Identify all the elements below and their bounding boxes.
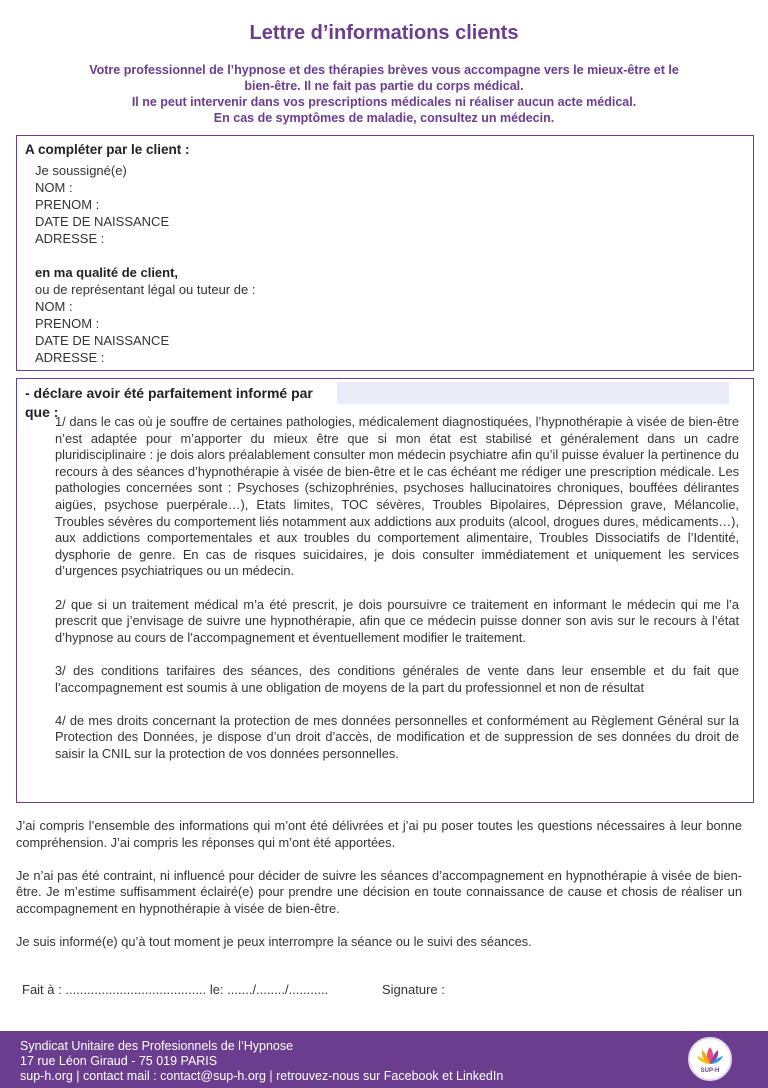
- quality-label: en ma qualité de client,: [35, 265, 179, 280]
- footer-contact[interactable]: sup-h.org | contact mail : contact@sup-h.org | retrouvez-nous sur Facebook et LinkedIn: [20, 1069, 504, 1083]
- closing-paragraph: Je n’ai pas été contraint, ni influencé pour décider de suivre les séances d’accompagnement en hypnothérapie à visée de bien-être. Je m’estime suffisamment éclairé(e) pour prendre une décision en toute connaissance de cause et chosis de réaliser un accompagnement en hypnothérapie à visée de bien-être.: [16, 867, 742, 916]
- closing-paragraph: Je suis informé(e) qu’à tout moment je peux interrompre la séance ou le suivi des séances.: [16, 934, 532, 950]
- undersigned-label: Je soussigné(e): [35, 163, 127, 178]
- client-box-body: [35, 162, 255, 366]
- footer-text: [20, 1039, 503, 1084]
- declaration-heading-line: que :: [25, 404, 59, 420]
- declaration-item: 4/ de mes droits concernant la protection de mes données personnelles et conformément au Règlement Général sur la Protection des Données, je dispose d’un droit d’accès, de modification et de suppression de ses données du droit de saisir la CNIL sur la protection de vos données personnelles.: [55, 712, 739, 761]
- guardian-label: ou de représentant légal ou tuteur de :: [35, 282, 256, 297]
- declaration-body: [55, 414, 739, 779]
- place-date-field[interactable]: Fait à : ....................................... le: ......./......../...........: [22, 982, 329, 997]
- client-box-heading: A compléter par le client :: [25, 142, 190, 157]
- intro-notice: [40, 62, 728, 126]
- declaration-item: 2/ que si un traitement médical m’a été prescrit, je dois poursuivre ce traitement en informant le médecin qui me l’a prescrit que j’envisage de suivre une hypnothérapie, afin que ce médecin puisse donner son avis sur le recours à l’état d’hypnose au cours de l’accompagnement et éventuellement modifier le traitement.: [55, 596, 739, 645]
- declaration-item: 1/ dans le cas où je souffre de certaines pathologies, médicalement diagnostiquées, l’hypnothérapie à visée de bien-être n’est adaptée pour m’apporter du mieux être que si mon état est stabilisé et généralement dans un cadre pluridisciplinaire : je dois alors préalablement consulter mon médecin psychiatre afin qu’il puisse évaluer la pertinence du recours à des séances d’hypnothérapie à visée de bien-être et le cas échéant me rédiger une prescription médicale. Les pathologies concernées sont : Psychoses (schizophrénies, psychoses hallucinatoires chroniques, bouffées délirantes aigües, psychose puerpérale…), Etats limites, TOC sévères, Troubles Bipolaires, Dépression grave, Mélancolie, Troubles sévères du comportement liés notamment aux addictions aux produits (alcool, drogues dures, médicaments…), aux addictions comportementales et aux troubles du comportement alimentaire, Troubles Dissociatifs de l’Identité, dysphorie de genre. En cas de risques suicidaires, je dois consulter immédiatement et uniquement les services d’urgences psychiatriques ou un médecin.: [55, 414, 739, 579]
- page-title: Lettre d’informations clients: [249, 22, 519, 44]
- highlight-field[interactable]: [337, 382, 729, 404]
- intro-line: Il ne peut intervenir dans vos prescriptions médicales ni réaliser aucun acte médical.: [131, 95, 637, 109]
- closing-paragraph: J’ai compris l’ensemble des informations qui m’ont été délivrées et j’ai pu poser toutes les questions nécessaires à leur bonne compréhension. J’ai compris les réponses qui m’ont été apportées.: [16, 818, 742, 850]
- closing-statements: [16, 818, 742, 967]
- declaration-item: 3/ des conditions tarifaires des séances, des conditions générales de vente dans leur ensemble et du fait que l’accompagnement est soumis à une obligation de moyens de la part du professionnel et non de résultat: [55, 662, 739, 695]
- guardian-birthdate-field[interactable]: DATE DE NAISSANCE: [35, 333, 170, 348]
- prenom-field[interactable]: PRENOM :: [35, 197, 100, 212]
- guardian-address-field[interactable]: ADRESSE :: [35, 350, 105, 365]
- nom-field[interactable]: NOM :: [35, 180, 73, 195]
- signature-field[interactable]: Signature :: [382, 982, 445, 997]
- declaration-box: [16, 378, 754, 803]
- declaration-heading-line: - déclare avoir été parfaitement informé par: [25, 385, 313, 401]
- intro-line: Votre professionnel de l’hypnose et des thérapies brèves vous accompagne vers le mieux-être et le: [89, 63, 679, 77]
- logo-label: SUP-H: [700, 1068, 720, 1074]
- footer-org-name: Syndicat Unitaire des Profesionnels de l’Hypnose: [20, 1039, 294, 1053]
- client-info-box: [16, 135, 754, 371]
- intro-line: bien-être. Il ne fait pas partie du corps médical.: [244, 79, 524, 93]
- address-field[interactable]: ADRESSE :: [35, 231, 105, 246]
- footer-address: 17 rue Léon Giraud - 75 019 PARIS: [20, 1054, 218, 1068]
- sup-h-logo-icon: [688, 1037, 732, 1081]
- intro-line: En cas de symptômes de maladie, consultez un médecin.: [213, 111, 555, 125]
- birthdate-field[interactable]: DATE DE NAISSANCE: [35, 214, 170, 229]
- guardian-nom-field[interactable]: NOM :: [35, 299, 73, 314]
- footer: [0, 1031, 768, 1088]
- guardian-prenom-field[interactable]: PRENOM :: [35, 316, 100, 331]
